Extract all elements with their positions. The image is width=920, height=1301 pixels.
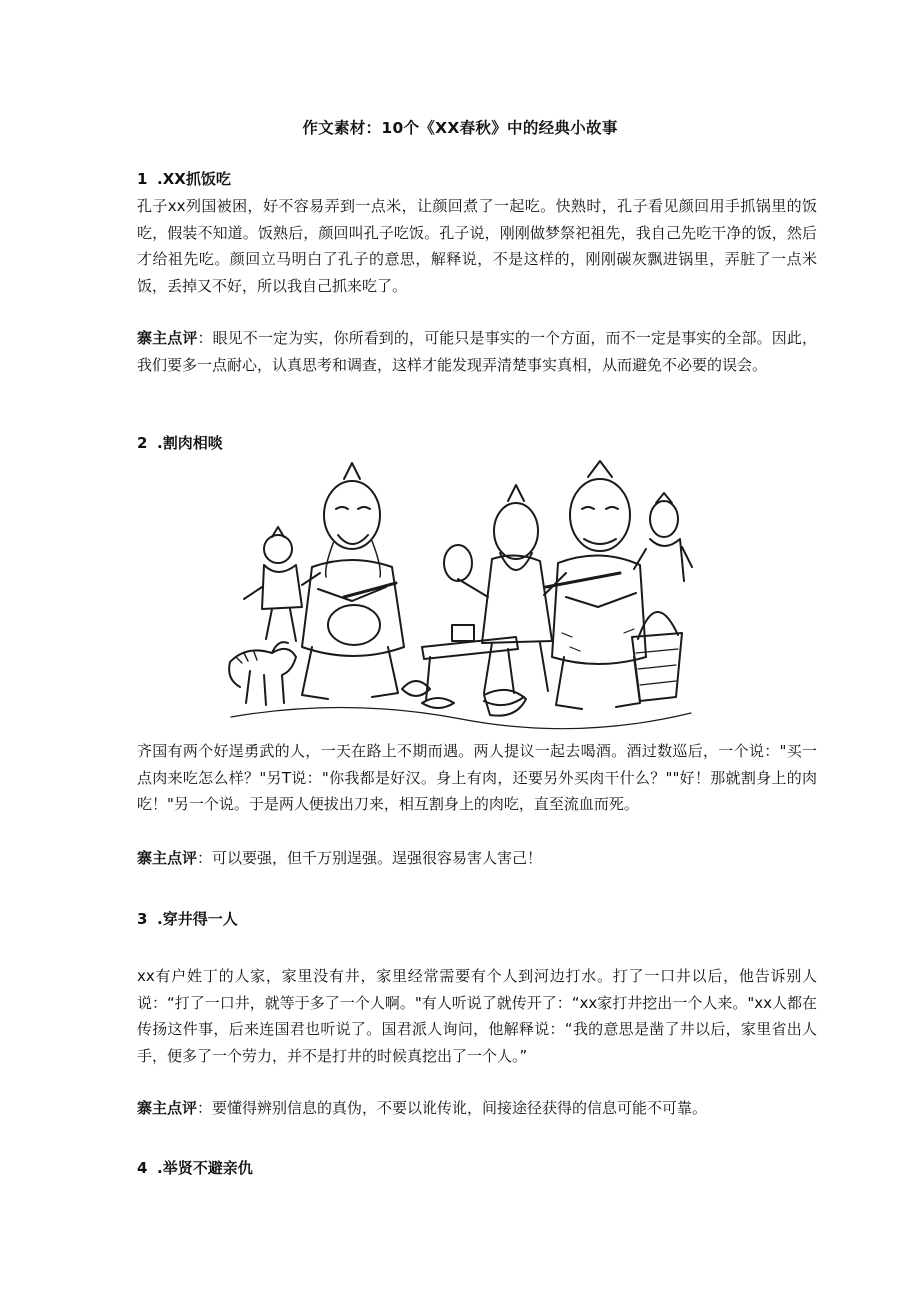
- small-man-left: [244, 527, 320, 641]
- section-2-story: [137, 738, 817, 818]
- section-title: .穿井得一人: [157, 910, 238, 928]
- section-title: .割肉相啖: [157, 434, 223, 452]
- section-number: 3: [137, 910, 148, 928]
- section-2-heading: [137, 432, 817, 454]
- old-man-middle: [444, 485, 566, 705]
- story-illustration: [226, 457, 696, 735]
- comment-text: ：可以要强，但千万别逞强。逞强很容易害人害己！: [197, 849, 543, 867]
- comment-text: ：要懂得辨别信息的真伪，不要以讹传讹，间接途径获得的信息可能不可靠。: [197, 1099, 708, 1117]
- section-1-heading: [137, 168, 817, 190]
- section-number: 2: [137, 434, 148, 452]
- section-2-comment: [137, 845, 817, 872]
- section-title: .XX抓饭吃: [157, 170, 231, 188]
- section-3-story: [137, 963, 817, 1069]
- small-man-right: [634, 493, 692, 581]
- section-1-comment: [137, 325, 817, 378]
- story-paragraph: xx有户姓丁的人家，家里没有井，家里经常需要有个人到河边打水。打了一口井以后，他告诉别人说：“打了一口井，就等于多了一个人啊。"有人听说了就传开了：“xx家打井挖出一个人来。"xx人都在传扬这件事，后来连国君也听说了。国君派人询问，他解释说：“我的意思是凿了井以后，家里省出人手，便多了一个劳力，并不是打井的时候真挖出了一个人。”: [137, 967, 817, 1065]
- burly-man-left: [302, 463, 404, 699]
- section-number: 1: [137, 170, 148, 188]
- section-3-heading: [137, 908, 817, 930]
- basket: [632, 612, 682, 701]
- section-3-comment: [137, 1095, 817, 1122]
- comment-text: ：眼见不一定为实，你所看到的，可能只是事实的一个方面，而不一定是事实的全部。因此，我们要多一点耐心，认真思考和调查，这样才能发现弄清楚事实真相，从而避免不必要的误会。: [137, 329, 817, 374]
- comment-label: 寨主点评: [137, 1099, 198, 1117]
- story-paragraph: 齐国有两个好逞勇武的人，一天在路上不期而遇。两人提议一起去喝酒。酒过数巡后，一个说："买一点肉来吃怎么样？"另T说："你我都是好汉。身上有肉，还要另外买肉干什么？""好！那就割身上的肉吃！"另一个说。于是两人便拔出刀来，相互割身上的肉吃，直至流血而死。: [137, 742, 817, 813]
- section-title: .举贤不避亲仇: [157, 1159, 253, 1177]
- section-1-story: [137, 193, 817, 299]
- page-title: 作文素材：10个《XX春秋》中的经典小故事: [302, 119, 618, 137]
- story-paragraph: 孔子xx列国被困，好不容易弄到一点米，让颜回煮了一起吃。快熟时，孔子看见颜回用手抓锅里的饭吃，假装不知道。饭熟后，颜回叫孔子吃饭。孔子说，刚刚做梦祭祀祖先，我自己先吃干净的饭，然后才给祖先吃。颜回立马明白了孔子的意思，解释说，不是这样的，刚刚碳灰飘进锅里，弄脏了一点米饭，丢掉又不好，所以我自己抓来吃了。: [137, 197, 817, 295]
- section-4-heading: [137, 1157, 817, 1179]
- dog-figure: [229, 642, 296, 705]
- comment-label: 寨主点评: [137, 329, 198, 347]
- section-number: 4: [137, 1159, 148, 1177]
- burly-man-right: [546, 461, 646, 709]
- comment-label: 寨主点评: [137, 849, 198, 867]
